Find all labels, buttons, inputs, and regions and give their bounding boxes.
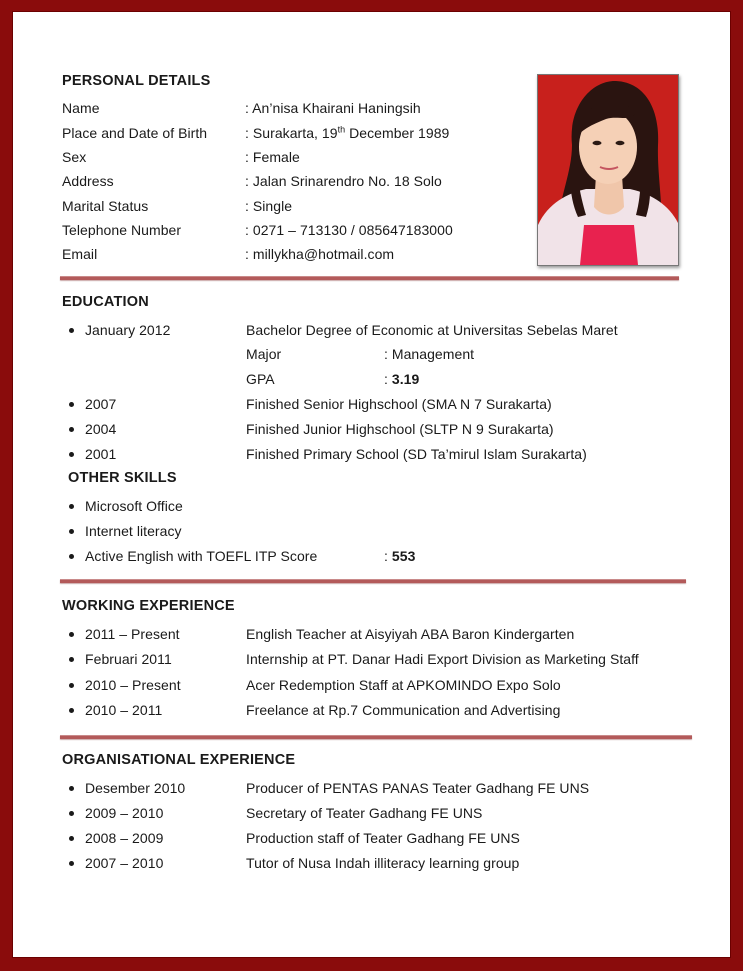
marital-label: Marital Status bbox=[62, 198, 149, 214]
telephone-label: Telephone Number bbox=[62, 222, 182, 238]
cv-page bbox=[12, 11, 731, 958]
major-label: Major bbox=[246, 346, 282, 362]
toefl-score: : 553 bbox=[384, 548, 416, 564]
education-desc: Finished Primary School (SD Ta’mirul Islam Surakarta) bbox=[246, 446, 587, 462]
skill-item: Microsoft Office bbox=[85, 498, 183, 514]
education-date: 2004 bbox=[85, 421, 117, 437]
sex-value: : Female bbox=[245, 149, 300, 165]
bullet bbox=[69, 504, 74, 509]
section-divider-1 bbox=[60, 276, 679, 280]
marital-value: : Single bbox=[245, 198, 293, 214]
birth-label: Place and Date of Birth bbox=[62, 125, 208, 141]
org-desc: Tutor of Nusa Indah illiteracy learning group bbox=[246, 855, 520, 871]
work-desc: Freelance at Rp.7 Communication and Advertising bbox=[246, 702, 561, 718]
section-divider-3 bbox=[60, 735, 692, 739]
email-value: : millykha@hotmail.com bbox=[245, 246, 395, 262]
bullet bbox=[69, 452, 74, 457]
email-label: Email bbox=[62, 246, 98, 262]
org-desc: Secretary of Teater Gadhang FE UNS bbox=[246, 805, 483, 821]
education-desc: Finished Senior Highschool (SMA N 7 Surakarta) bbox=[246, 396, 552, 412]
personal-details-heading: PERSONAL DETAILS bbox=[62, 73, 211, 89]
work-desc: English Teacher at Aisyiyah ABA Baron Kindergarten bbox=[246, 626, 575, 642]
work-date: Februari 2011 bbox=[85, 651, 172, 667]
organisational-experience-heading: ORGANISATIONAL EXPERIENCE bbox=[62, 752, 296, 768]
bullet bbox=[69, 632, 74, 637]
birth-value: : Surakarta, 19th December 1989 bbox=[245, 124, 450, 141]
bullet bbox=[69, 554, 74, 559]
portrait-illustration bbox=[538, 75, 678, 265]
org-date: 2009 – 2010 bbox=[85, 805, 164, 821]
org-date: 2008 – 2009 bbox=[85, 830, 164, 846]
education-desc: Finished Junior Highschool (SLTP N 9 Surakarta) bbox=[246, 421, 554, 437]
bullet bbox=[69, 328, 74, 333]
bullet bbox=[69, 786, 74, 791]
bullet bbox=[69, 811, 74, 816]
section-divider-2 bbox=[60, 579, 686, 583]
work-desc: Internship at PT. Danar Hadi Export Division as Marketing Staff bbox=[246, 651, 639, 667]
work-date: 2010 – Present bbox=[85, 677, 181, 693]
education-date: 2001 bbox=[85, 446, 117, 462]
address-label: Address bbox=[62, 173, 114, 189]
work-date: 2011 – Present bbox=[85, 626, 180, 642]
education-date: January 2012 bbox=[85, 322, 171, 338]
bullet bbox=[69, 529, 74, 534]
profile-photo bbox=[537, 74, 679, 266]
name-value: : An’nisa Khairani Haningsih bbox=[245, 100, 421, 116]
bullet bbox=[69, 861, 74, 866]
bullet bbox=[69, 708, 74, 713]
gpa-value: : 3.19 bbox=[384, 371, 420, 387]
org-desc: Producer of PENTAS PANAS Teater Gadhang FE UNS bbox=[246, 780, 590, 796]
org-desc: Production staff of Teater Gadhang FE UNS bbox=[246, 830, 520, 846]
education-desc: Bachelor Degree of Economic at Universitas Sebelas Maret bbox=[246, 322, 618, 338]
education-date: 2007 bbox=[85, 396, 117, 412]
skill-item: Internet literacy bbox=[85, 523, 182, 539]
bullet bbox=[69, 683, 74, 688]
skill-item: Active English with TOEFL ITP Score bbox=[85, 548, 318, 564]
address-value: : Jalan Srinarendro No. 18 Solo bbox=[245, 173, 442, 189]
bullet bbox=[69, 657, 74, 662]
work-date: 2010 – 2011 bbox=[85, 702, 163, 718]
bullet bbox=[69, 402, 74, 407]
working-experience-heading: WORKING EXPERIENCE bbox=[62, 598, 235, 614]
org-date: Desember 2010 bbox=[85, 780, 186, 796]
other-skills-heading: OTHER SKILLS bbox=[68, 470, 177, 486]
sex-label: Sex bbox=[62, 149, 87, 165]
gpa-label: GPA bbox=[246, 371, 275, 387]
name-label: Name bbox=[62, 100, 100, 116]
org-date: 2007 – 2010 bbox=[85, 855, 164, 871]
bullet bbox=[69, 427, 74, 432]
education-heading: EDUCATION bbox=[62, 294, 149, 310]
bullet bbox=[69, 836, 74, 841]
telephone-value: : 0271 – 713130 / 085647183000 bbox=[245, 222, 453, 238]
work-desc: Acer Redemption Staff at APKOMINDO Expo Solo bbox=[246, 677, 561, 693]
major-value: : Management bbox=[384, 346, 475, 362]
